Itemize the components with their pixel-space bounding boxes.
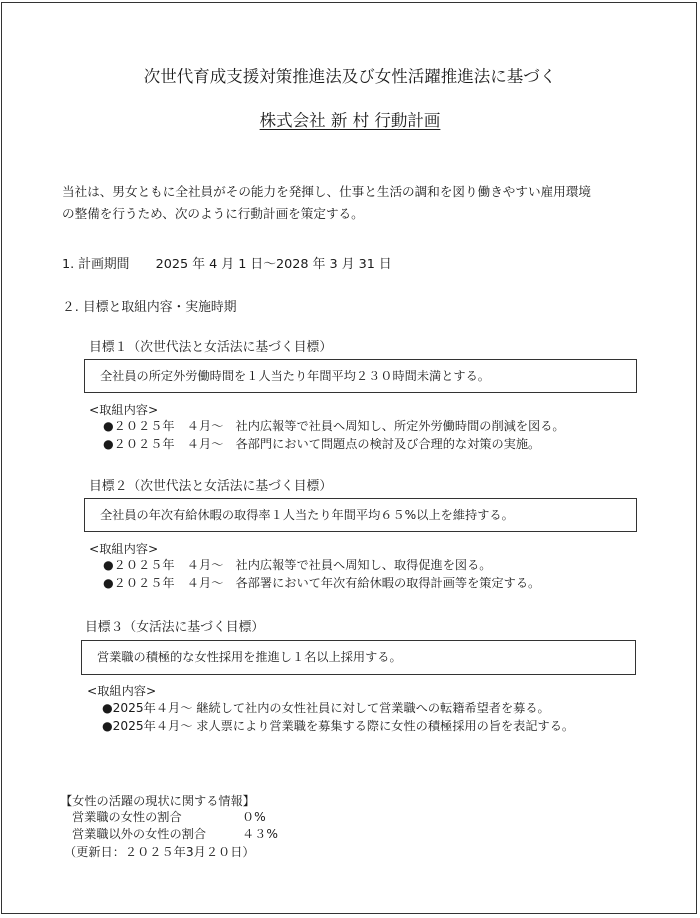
plan-period	[62, 253, 392, 272]
goal-3-target-box	[81, 640, 636, 675]
goal-2-heading: 目標２（次世代法と女活法に基づく目標）	[89, 479, 333, 494]
info-heading: 【女性の活躍の現状に関する情報】	[60, 794, 255, 808]
intro-paragraph	[62, 181, 591, 225]
intro-line-2: の整備を行うため、次のように行動計画を策定する。	[62, 206, 364, 221]
goal-2-action-1: ●２０２５年 ４月～ 社内広報等で社員へ周知し、取得促進を図る。	[103, 558, 492, 572]
info-row-sales-women-value: ０%	[242, 810, 266, 824]
info-rows	[72, 809, 278, 843]
goal-2-action-2: ●２０２５年 ４月～ 各部署において年次有給休暇の取得計画等を策定する。	[103, 576, 541, 590]
info-row-other-women-label: 営業職以外の女性の割合	[72, 827, 207, 841]
info-row-other-women	[72, 826, 278, 843]
plan-period-value: 2025 年 4 月 1 日～2028 年 3 月 31 日	[155, 257, 392, 272]
info-updated-date: （更新日：２０２５年3月２０日）	[64, 845, 255, 859]
goal-3-actions-label: <取組内容>	[87, 684, 157, 698]
goal-2-target: 全社員の年次有給休暇の取得率１人当たり年間平均６５%以上を維持する。	[100, 508, 514, 522]
company-plan-title-text: 株式会社 新 村 行動計画	[259, 111, 441, 130]
document-page	[1, 2, 697, 914]
goal-1-actions	[103, 417, 565, 453]
company-plan-title	[2, 107, 698, 131]
goal-2-target-box	[84, 498, 637, 532]
goal-3-actions	[102, 699, 574, 735]
info-row-sales-women	[72, 809, 278, 826]
info-row-sales-women-label: 営業職の女性の割合	[72, 810, 182, 824]
info-row-other-women-value: ４３%	[242, 827, 278, 841]
plan-period-label: 1. 計画期間	[62, 257, 130, 272]
goal-1-action-2: ●２０２５年 ４月～ 各部門において問題点の検討及び合理的な対策の実施。	[103, 437, 541, 451]
goal-2-actions-label: <取組内容>	[89, 542, 159, 556]
goal-2-actions	[103, 556, 540, 592]
goal-1-heading: 目標１（次世代法と女活法に基づく目標）	[89, 340, 333, 355]
goal-1-target-box	[84, 359, 637, 393]
intro-line-1: 当社は、男女ともに全社員がその能力を発揮し、仕事と生活の調和を図り働きやすい雇用環境	[62, 184, 591, 199]
goal-3-heading: 目標３（女活法に基づく目標）	[85, 620, 265, 635]
goal-3-target: 営業職の積極的な女性採用を推進し１名以上採用する。	[97, 650, 402, 664]
document-title: 次世代育成支援対策推進法及び女性活躍推進法に基づく	[143, 67, 557, 86]
goal-1-action-1: ●２０２５年 ４月～ 社内広報等で社員へ周知し、所定外労働時間の削減を図る。	[103, 419, 565, 433]
goals-section-heading: ２. 目標と取組内容・実施時期	[62, 300, 237, 315]
goal-1-actions-label: <取組内容>	[89, 403, 159, 417]
goal-3-action-2: ●2025年４月～ 求人票により営業職を募集する際に女性の積極採用の旨を表記する。	[102, 719, 575, 733]
goal-3-action-1: ●2025年４月～ 継続して社内の女性社員に対して営業職への転籍希望者を募る。	[102, 701, 550, 715]
goal-1-target: 全社員の所定外労働時間を１人当たり年間平均２３０時間未満とする。	[100, 369, 490, 383]
